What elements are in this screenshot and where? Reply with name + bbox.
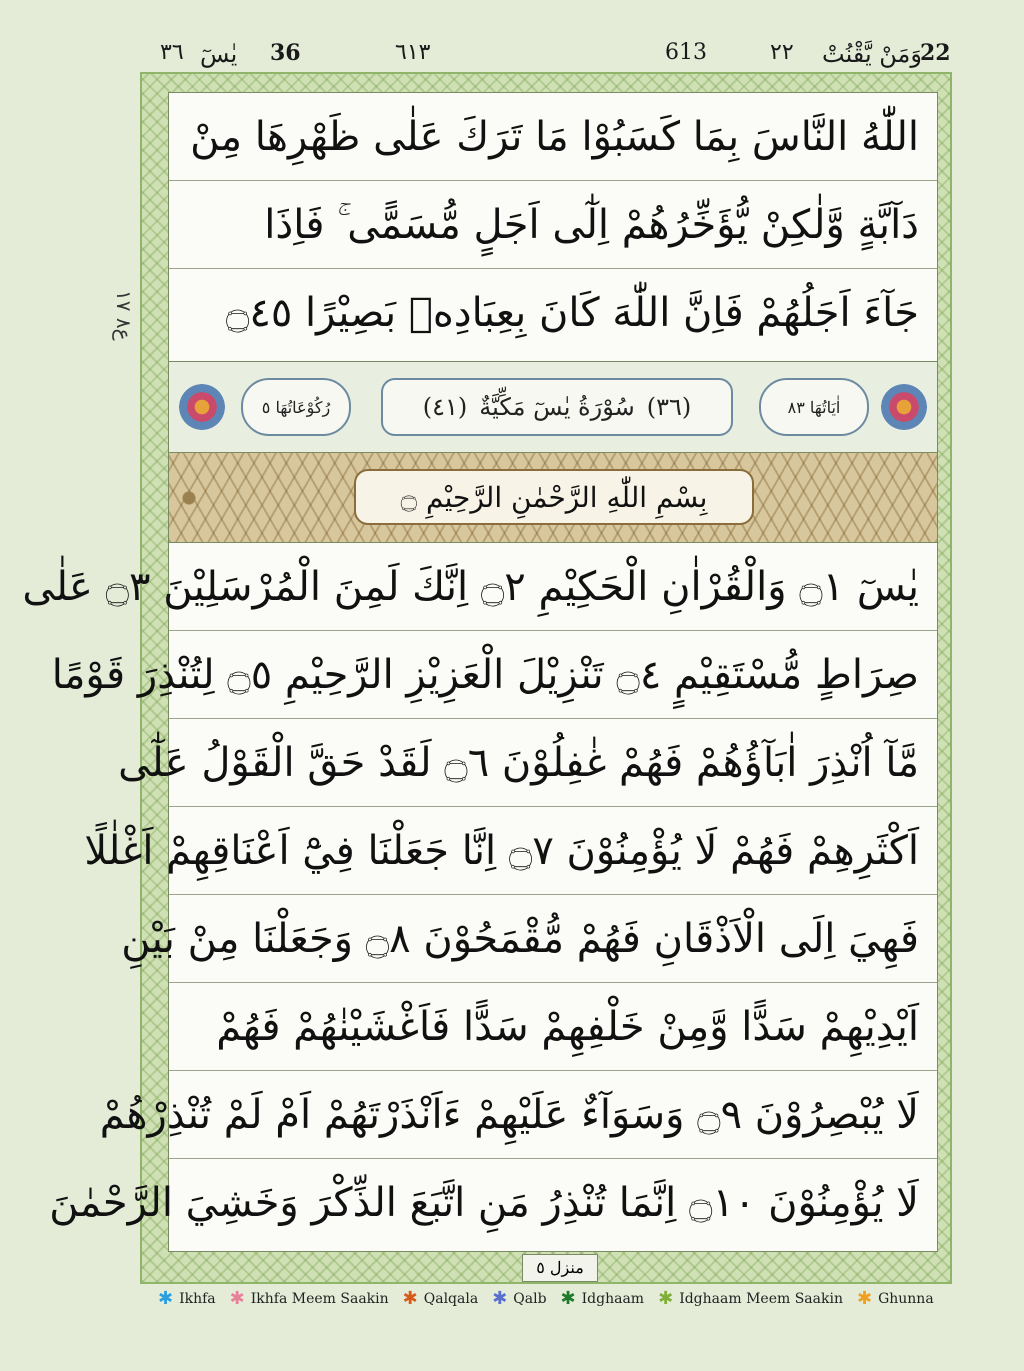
verse-line-text: اَيْدِيْهِمْ سَدًّا وَّمِنْ خَلْفِهِمْ سَدًّا فَاَغْشَيْنٰهُمْ فَهُمْ: [216, 1004, 919, 1050]
verse-line-text: دَآبَّةٍ وَّلٰكِنْ يُّؤَخِّرُهُمْ اِلٰٓى اَجَلٍ مُّسَمًّى ۚ فَاِذَا: [264, 202, 919, 248]
verse-line-9: [169, 983, 937, 1071]
verse-line-4: [22, 543, 937, 631]
legend-label: Ikhfa Meem Saakin: [250, 1291, 389, 1307]
basmala-text: بِسْمِ اللّٰهِ الرَّحْمٰنِ الرَّحِيْمِ ۝: [400, 480, 708, 514]
surah-number-arabic: ٣٦: [160, 40, 184, 65]
verse-line-3: [169, 269, 937, 357]
verse-line-text: لَا يُؤْمِنُوْنَ ۝١٠ اِنَّمَا تُنْذِرُ مَنِ اتَّبَعَ الذِّكْرَ وَخَشِيَ الرَّحْمٰنَ: [49, 1180, 919, 1226]
page-header: [150, 36, 950, 76]
juz-number: 22: [920, 40, 951, 66]
legend-label: Qalqala: [423, 1291, 479, 1307]
surah-name-header: يٰسٓ: [200, 40, 238, 68]
verse-line-text: لَا يُبْصِرُوْنَ ۝٩ وَسَوَآءٌ عَلَيْهِمْ ءَاَنْذَرْتَهُمْ اَمْ لَمْ تُنْذِرْهُمْ: [99, 1092, 919, 1138]
para-name: وَمَنْ يَّقْنُتْ: [822, 40, 922, 68]
basmala-band: [169, 453, 937, 543]
verse-line-text: جَآءَ اَجَلُهُمْ فَاِنَّ اللّٰهَ كَانَ بِعِبَادِهٖ بَصِيْرًا ۝٤٥: [225, 290, 919, 336]
surah-header-band: [169, 361, 937, 453]
legend-item-qalqala: [403, 1290, 479, 1308]
star-icon: ✱: [856, 1288, 873, 1309]
verse-line-8: [121, 895, 937, 983]
star-icon: ✱: [658, 1288, 674, 1309]
verse-line-text: اللّٰهُ النَّاسَ بِمَا كَسَبُوْا مَا تَرَكَ عَلٰى ظَهْرِهَا مِنْ: [190, 114, 919, 160]
verse-line-5: [51, 631, 937, 719]
star-icon: ✱: [229, 1288, 245, 1309]
verse-line-10: [99, 1071, 937, 1159]
verse-line-text: صِرَاطٍ مُّسْتَقِيْمٍ ۝٤ تَنْزِيْلَ الْعَزِيْزِ الرَّحِيْمِ ۝٥ لِتُنْذِرَ قَوْمًا: [51, 652, 919, 698]
para-number-arabic: ٢٢: [770, 40, 794, 65]
tajweed-legend: [158, 1288, 958, 1310]
surah-title-cartouche: [381, 378, 733, 436]
legend-item-ghunna: [857, 1290, 934, 1308]
verse-line-text: فَهِيَ اِلَى الْاَذْقَانِ فَهُمْ مُّقْمَحُوْنَ ۝٨ وَجَعَلْنَا مِنْ بَيْنِ: [121, 916, 919, 962]
legend-label: Idghaam Meem Saakin: [679, 1291, 843, 1307]
ruku-side-marker: ع٨ ١٧: [112, 290, 136, 341]
verse-line-2: [169, 181, 937, 269]
verse-line-text: اَكْثَرِهِمْ فَهُمْ لَا يُؤْمِنُوْنَ ۝٧ اِنَّا جَعَلْنَا فِيْٓ اَعْنَاقِهِمْ اَغْلٰلًا: [84, 828, 919, 874]
legend-label: Idghaam: [581, 1291, 645, 1307]
legend-item-ikhfa: [158, 1290, 216, 1308]
legend-label: Ghunna: [878, 1291, 934, 1307]
ayat-label: اٰيَاتُهَا ٨٣: [787, 397, 841, 417]
star-icon: ✱: [560, 1288, 576, 1309]
star-icon: ✱: [492, 1288, 508, 1309]
verse-line-6: [118, 719, 937, 807]
legend-item-ikhfa-meem-saakin: [230, 1290, 389, 1308]
manzil-label: منزل ٥: [522, 1254, 598, 1282]
basmala-cartouche: [354, 469, 754, 525]
verse-line-11: [49, 1159, 937, 1247]
page-number: 613: [665, 40, 707, 65]
flower-ornament-icon: [881, 384, 927, 430]
verse-line-1: [169, 93, 937, 181]
star-icon: ✱: [402, 1288, 418, 1309]
verse-line-text: مَّآ اُنْذِرَ اٰبَآؤُهُمْ فَهُمْ غٰفِلُوْنَ ۝٦ لَقَدْ حَقَّ الْقَوْلُ عَلٰٓى: [118, 740, 919, 786]
flower-ornament-icon: [179, 384, 225, 430]
page-number-arabic: ٦١٣: [395, 40, 431, 65]
surah-title: سُوْرَةُ يٰسٓ مَكِّيَّةٌ: [479, 393, 635, 421]
ruku-count-cartouche: [241, 378, 351, 436]
legend-label: Ikhfa: [179, 1291, 216, 1307]
verse-line-7: [84, 807, 937, 895]
ayat-count-cartouche: [759, 378, 869, 436]
legend-item-idghaam-meem-saakin: [658, 1290, 843, 1308]
legend-label: Qalb: [513, 1291, 547, 1307]
ruku-label: رُكُوْعَاتُهَا ٥: [261, 397, 331, 417]
surah-number: 36: [270, 40, 301, 66]
revelation-order: (٤١): [422, 393, 468, 421]
star-icon: ✱: [158, 1288, 174, 1309]
surah-index: (٣٦): [646, 393, 692, 421]
verse-line-text: يٰسٓ ۝١ وَالْقُرْاٰنِ الْحَكِيْمِ ۝٢ اِنَّكَ لَمِنَ الْمُرْسَلِيْنَ ۝٣ عَلٰى: [22, 564, 919, 610]
legend-item-idghaam: [561, 1290, 645, 1308]
legend-item-qalb: [492, 1290, 546, 1308]
